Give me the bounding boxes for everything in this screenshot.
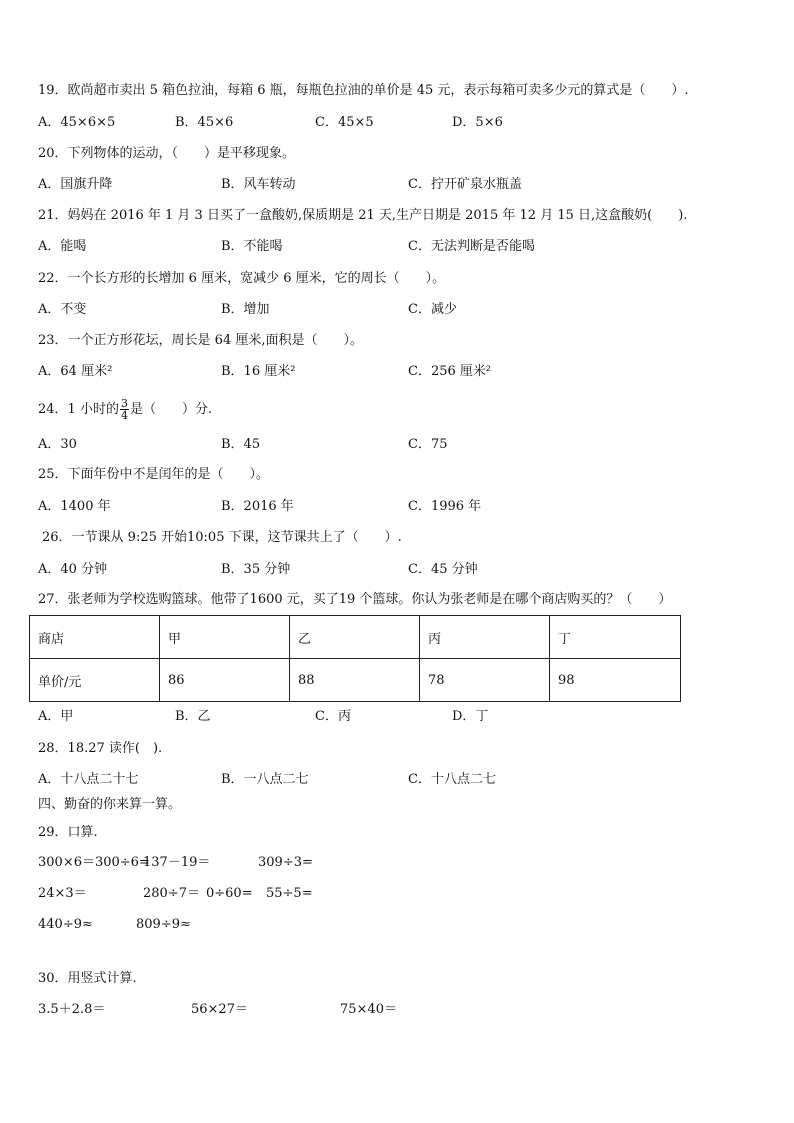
option-b: B．增加 [221, 302, 270, 317]
calc-item: 300×6＝300÷6= [38, 855, 150, 870]
question-26-text: 26．一节课从 9:25 开始10:05 下课，这节课共上了（ ）. [42, 530, 402, 545]
option-d: D．5×6 [452, 115, 503, 130]
fraction [120, 398, 129, 421]
option-a: A．30 [38, 437, 77, 452]
section-heading: 四、勤奋的你来算一算。 [38, 797, 182, 812]
calc-item: 75×40＝ [340, 1002, 397, 1017]
option-c: C．45 分钟 [408, 562, 478, 577]
option-b: B．35 分钟 [221, 562, 291, 577]
calc-item: 0÷60= [206, 886, 253, 901]
option-b: B．乙 [175, 709, 211, 724]
calc-item: 280÷7＝ [143, 886, 200, 901]
price-table [29, 615, 681, 702]
question-25-text: 25．下面年份中不是闰年的是（ ）。 [38, 467, 270, 482]
question-27-text: 27．张老师为学校选购篮球。他带了1600 元，买了19 个篮球。你认为张老师是在哪个商店购买的？（ ） [38, 592, 672, 607]
question-24-text [38, 398, 212, 422]
fraction-denominator: 4 [120, 409, 128, 422]
calc-item: 24×3＝ [38, 886, 87, 901]
table-cell: 丙 [420, 616, 550, 659]
table-cell: 88 [290, 659, 420, 702]
option-a: A．国旗升降 [38, 177, 113, 192]
option-b: B．16 厘米² [221, 364, 296, 379]
option-c: C．75 [408, 437, 448, 452]
option-c: C．减少 [408, 302, 457, 317]
table-cell: 单价/元 [30, 659, 160, 702]
option-a: A．45×6×5 [38, 115, 116, 130]
calc-item: 55÷5= [266, 886, 313, 901]
question-28-text: 28．18.27 读作( ). [38, 741, 163, 756]
option-c: C．丙 [315, 709, 351, 724]
table-cell: 98 [550, 659, 681, 702]
option-a: A．能喝 [38, 239, 87, 254]
option-c: C．45×5 [315, 115, 374, 130]
option-c: C．1996 年 [408, 499, 482, 514]
option-b: B．风车转动 [221, 177, 296, 192]
question-29-text: 29．口算. [38, 825, 98, 840]
question-24-prefix: 24．1 小时的 [38, 402, 119, 417]
option-a: A．1400 年 [38, 499, 111, 514]
option-a: A．甲 [38, 709, 74, 724]
question-22-text: 22．一个长方形的长增加 6 厘米，宽减少 6 厘米，它的周长（ ）。 [38, 271, 446, 286]
fraction-numerator: 3 [120, 397, 128, 410]
option-d: D．丁 [452, 709, 489, 724]
option-b: B．45×6 [175, 115, 234, 130]
calc-item: 309÷3= [258, 855, 313, 870]
question-21-text: 21．妈妈在 2016 年 1 月 3 日买了一盒酸奶,保质期是 21 天,生产日期是 2015 年 12 月 15 日,这盒酸奶( ). [38, 208, 688, 223]
option-c: C．256 厘米² [408, 364, 492, 379]
table-cell: 86 [160, 659, 290, 702]
option-b: B．一八点二七 [221, 772, 309, 787]
question-20-text: 20．下列物体的运动，（ ）是平移现象。 [38, 146, 296, 161]
question-19-text: 19．欧尚超市卖出 5 箱色拉油，每箱 6 瓶，每瓶色拉油的单价是 45 元，表示每箱可卖多少元的算式是（ ）. [38, 83, 689, 98]
calc-item: 137－19＝ [143, 855, 211, 870]
table-cell: 甲 [160, 616, 290, 659]
question-23-text: 23．一个正方形花坛，周长是 64 厘米,面积是（ ）。 [38, 333, 363, 348]
option-b: B．2016 年 [221, 499, 294, 514]
table-cell: 78 [420, 659, 550, 702]
table-cell: 乙 [290, 616, 420, 659]
table-row [30, 659, 681, 702]
option-a: A．64 厘米² [38, 364, 113, 379]
calc-item: 809÷9≈ [136, 917, 191, 932]
table-cell: 丁 [550, 616, 681, 659]
option-c: C．无法判断是否能喝 [408, 239, 535, 254]
calc-item: 3.5＋2.8＝ [38, 1002, 106, 1017]
table-cell: 商店 [30, 616, 160, 659]
option-a: A．40 分钟 [38, 562, 108, 577]
option-b: B．45 [221, 437, 261, 452]
calc-item: 440÷9≈ [38, 917, 93, 932]
question-30-text: 30．用竖式计算. [38, 971, 137, 986]
option-a: A．十八点二十七 [38, 772, 139, 787]
option-c: C．拧开矿泉水瓶盖 [408, 177, 522, 192]
option-a: A．不变 [38, 302, 87, 317]
question-24-suffix: 是（ ）分. [129, 402, 213, 417]
calc-item: 56×27＝ [191, 1002, 248, 1017]
table-header-row [30, 616, 681, 659]
option-b: B．不能喝 [221, 239, 283, 254]
option-c: C．十八点二七 [408, 772, 496, 787]
